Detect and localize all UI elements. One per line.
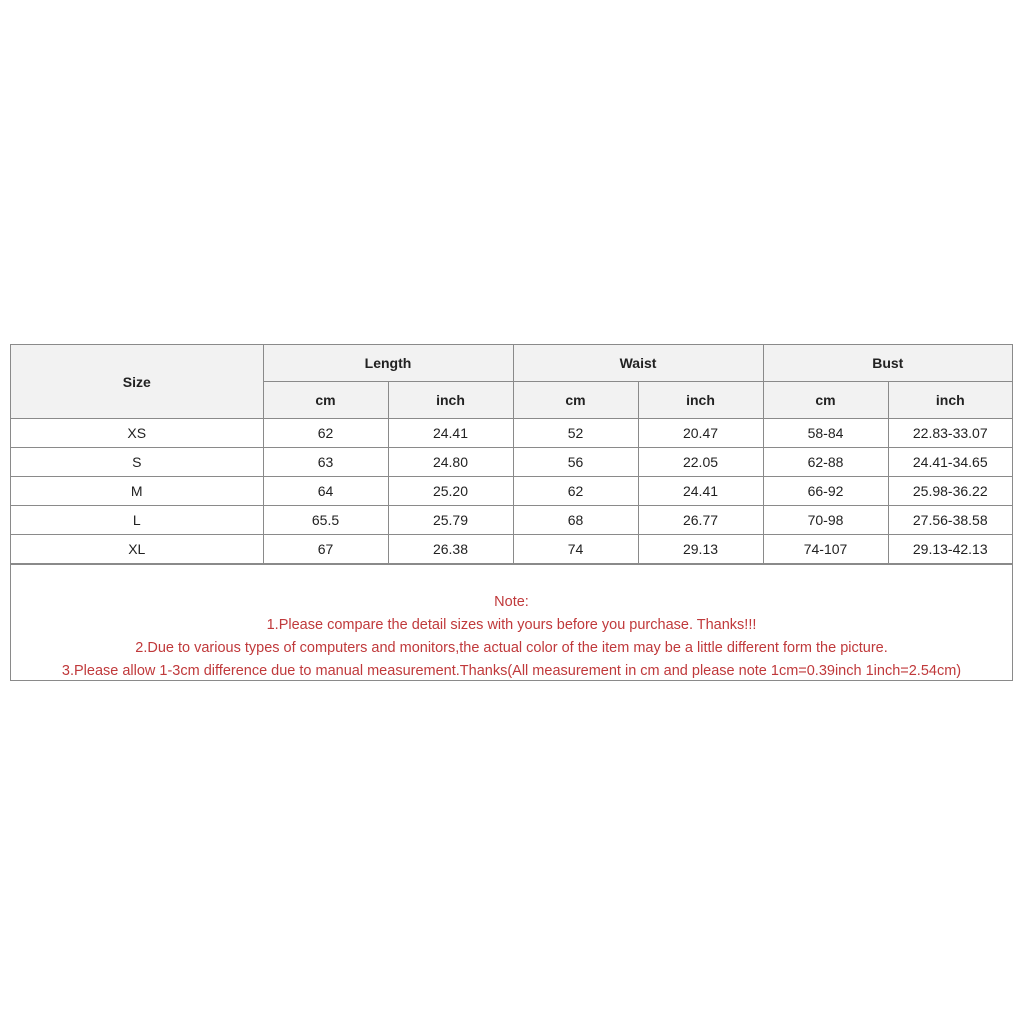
table-cell: 58-84 — [763, 419, 888, 448]
note-line: 3.Please allow 1-3cm difference due to manual measurement.Thanks(All measurement in cm and please note 1cm=0.39inch 1inch=2.54cm) — [61, 663, 962, 679]
table-cell: 25.98-36.22 — [888, 477, 1012, 506]
table-cell: 26.77 — [638, 506, 763, 535]
table-cell: 65.5 — [263, 506, 388, 535]
table-cell: 52 — [513, 419, 638, 448]
table-cell: 22.05 — [638, 448, 763, 477]
table-cell: 64 — [263, 477, 388, 506]
table-cell: 26.38 — [388, 535, 513, 564]
table-cell: 74 — [513, 535, 638, 564]
table-cell: 62 — [263, 419, 388, 448]
note-line: 1.Please compare the detail sizes with yours before you purchase. Thanks!!! — [266, 617, 757, 633]
note-line: 2.Due to various types of computers and monitors,the actual color of the item may be a little different form the picture. — [135, 640, 888, 656]
table-cell: 22.83-33.07 — [888, 419, 1012, 448]
table-row — [11, 506, 1012, 535]
size-chart — [10, 344, 1013, 681]
size-header: Size — [11, 345, 263, 419]
table-cell: 27.56-38.58 — [888, 506, 1012, 535]
unit-header: cm — [513, 382, 638, 419]
table-cell: 29.13-42.13 — [888, 535, 1012, 564]
table-row — [11, 419, 1012, 448]
unit-header: cm — [763, 382, 888, 419]
size-cell: XL — [11, 535, 263, 564]
note-heading: Note: — [494, 594, 529, 610]
unit-header: cm — [263, 382, 388, 419]
size-cell: L — [11, 506, 263, 535]
table-cell: 25.20 — [388, 477, 513, 506]
table-cell: 24.41 — [638, 477, 763, 506]
table-cell: 29.13 — [638, 535, 763, 564]
table-cell: 63 — [263, 448, 388, 477]
unit-header: inch — [388, 382, 513, 419]
table-cell: 24.41-34.65 — [888, 448, 1012, 477]
notes-section — [11, 564, 1012, 680]
table-row — [11, 477, 1012, 506]
table-cell: 67 — [263, 535, 388, 564]
size-table — [11, 345, 1012, 564]
table-cell: 68 — [513, 506, 638, 535]
size-cell: XS — [11, 419, 263, 448]
unit-header: inch — [888, 382, 1012, 419]
bust-header: Bust — [763, 345, 1012, 382]
table-cell: 24.41 — [388, 419, 513, 448]
table-cell: 25.79 — [388, 506, 513, 535]
table-row — [11, 448, 1012, 477]
table-cell: 56 — [513, 448, 638, 477]
table-cell: 66-92 — [763, 477, 888, 506]
table-cell: 20.47 — [638, 419, 763, 448]
size-cell: S — [11, 448, 263, 477]
table-cell: 74-107 — [763, 535, 888, 564]
size-cell: M — [11, 477, 263, 506]
table-cell: 24.80 — [388, 448, 513, 477]
table-cell: 70-98 — [763, 506, 888, 535]
table-cell: 62 — [513, 477, 638, 506]
length-header: Length — [263, 345, 513, 382]
waist-header: Waist — [513, 345, 763, 382]
header-group-row — [11, 345, 1012, 382]
unit-header: inch — [638, 382, 763, 419]
table-cell: 62-88 — [763, 448, 888, 477]
table-row — [11, 535, 1012, 564]
